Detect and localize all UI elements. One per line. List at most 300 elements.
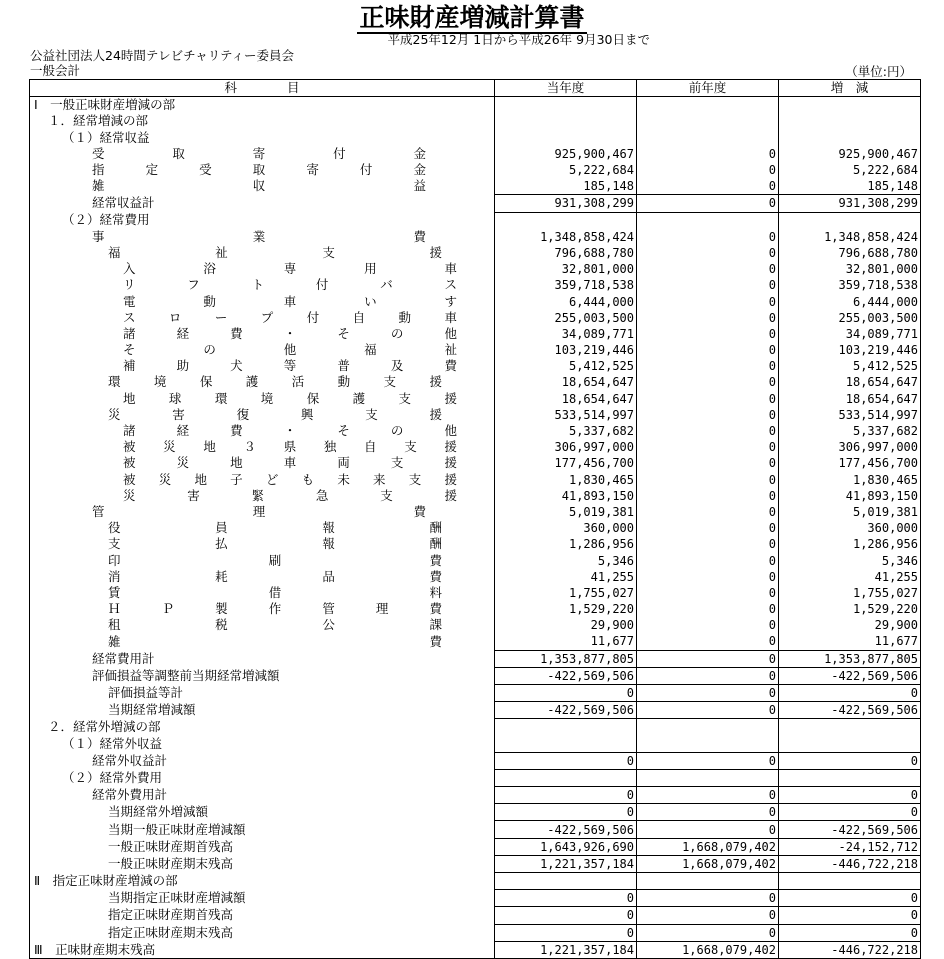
previous-year-value: 0	[637, 569, 779, 585]
row-label: 指 定 受 取 寄 付 金	[92, 162, 426, 178]
row-label-cell	[30, 326, 495, 342]
change-value: 0	[779, 924, 921, 941]
change-value: 0	[779, 752, 921, 769]
current-year-value: -422,569,506	[495, 702, 637, 719]
previous-year-value: 0	[637, 146, 779, 162]
previous-year-value: 0	[637, 804, 779, 821]
table-row	[30, 504, 921, 520]
row-label-cell	[30, 229, 495, 245]
current-year-value: 32,801,000	[495, 261, 637, 277]
current-year-value: 0	[495, 752, 637, 769]
previous-year-value: 0	[637, 261, 779, 277]
current-year-value: 6,444,000	[495, 293, 637, 309]
row-label: 当期指定正味財産増減額	[108, 890, 246, 906]
row-label-cell	[30, 787, 495, 804]
row-label: （２）経常費用	[62, 212, 150, 228]
table-row	[30, 787, 921, 804]
table-row	[30, 769, 921, 786]
change-value: 0	[779, 907, 921, 924]
change-value: 1,348,858,424	[779, 229, 921, 245]
previous-year-value: 0	[637, 391, 779, 407]
row-label: 事 業 費	[92, 228, 426, 244]
table-row	[30, 719, 921, 736]
previous-year-value: 0	[637, 633, 779, 650]
previous-year-value	[637, 97, 779, 114]
table-body	[30, 97, 921, 959]
current-year-value: 18,654,647	[495, 391, 637, 407]
previous-year-value: 0	[637, 924, 779, 941]
current-year-value: 0	[495, 787, 637, 804]
row-label-cell	[30, 667, 495, 684]
change-value	[779, 873, 921, 890]
row-label: 諸 経 費 ・ そ の 他	[123, 423, 457, 439]
current-year-value: 0	[495, 924, 637, 941]
row-label-cell	[30, 684, 495, 701]
row-label: 印 刷 費	[108, 552, 442, 568]
statement-table	[29, 79, 921, 959]
current-year-value: 1,286,956	[495, 536, 637, 552]
current-year-value: 0	[495, 684, 637, 701]
previous-year-value: 0	[637, 439, 779, 455]
change-value: -422,569,506	[779, 667, 921, 684]
row-label-cell	[30, 601, 495, 617]
row-label-cell	[30, 113, 495, 129]
row-label: そ の 他 福 祉	[123, 342, 457, 358]
change-value: 185,148	[779, 178, 921, 195]
previous-year-value: 0	[637, 472, 779, 488]
row-label: 評価損益等調整前当期経常増減額	[92, 667, 280, 683]
table-row	[30, 212, 921, 229]
change-value: 41,255	[779, 569, 921, 585]
change-value: 360,000	[779, 520, 921, 536]
row-label: Ｈ Ｐ 製 作 管 理 費	[108, 601, 442, 617]
table-row	[30, 162, 921, 178]
row-label: 一般正味財産期首残高	[108, 838, 234, 854]
change-value: 1,755,027	[779, 585, 921, 601]
table-row	[30, 130, 921, 146]
change-value: 5,412,525	[779, 358, 921, 374]
row-label-cell	[30, 277, 495, 293]
change-value: 18,654,647	[779, 374, 921, 390]
table-row	[30, 601, 921, 617]
previous-year-value: 0	[637, 293, 779, 309]
row-label: 雑 収 益	[92, 178, 426, 194]
change-value: -422,569,506	[779, 821, 921, 838]
change-value: 1,286,956	[779, 536, 921, 552]
row-label: 当期一般正味財産増減額	[108, 821, 246, 837]
current-year-value: 0	[495, 890, 637, 907]
current-year-value: 34,089,771	[495, 326, 637, 342]
current-year-value: 1,221,357,184	[495, 941, 637, 958]
row-label: 経常費用計	[92, 650, 155, 666]
current-year-value: 1,529,220	[495, 601, 637, 617]
row-label-cell	[30, 873, 495, 890]
change-value: 5,346	[779, 552, 921, 568]
previous-year-value	[637, 719, 779, 736]
row-label: 福 祉 支 援	[108, 244, 442, 260]
previous-year-value	[637, 769, 779, 786]
previous-year-value: 0	[637, 821, 779, 838]
row-label-cell	[30, 752, 495, 769]
row-label-cell	[30, 569, 495, 585]
row-label: 指定正味財産期末残高	[108, 924, 234, 940]
row-label: ス ロ ー プ 付 自 動 車	[123, 309, 457, 325]
previous-year-value: 0	[637, 277, 779, 293]
current-year-value: -422,569,506	[495, 821, 637, 838]
row-label: 当期経常増減額	[108, 702, 196, 718]
current-year-value: 185,148	[495, 178, 637, 195]
statement-title	[0, 3, 944, 33]
row-label-cell	[30, 130, 495, 146]
current-year-value	[495, 769, 637, 786]
row-label: Ⅲ 正味財産期末残高	[34, 941, 156, 957]
row-label-cell	[30, 769, 495, 786]
previous-year-value: 0	[637, 374, 779, 390]
table-row	[30, 342, 921, 358]
previous-year-value: 0	[637, 585, 779, 601]
table-row	[30, 873, 921, 890]
row-label: 評価損益等計	[108, 685, 184, 701]
account-name: 一般会計	[30, 63, 81, 78]
previous-year-value: 1,668,079,402	[637, 838, 779, 855]
row-label-cell	[30, 585, 495, 601]
change-value: 5,222,684	[779, 162, 921, 178]
row-label: ２．経常外増減の部	[48, 719, 161, 735]
row-label: 一般正味財産期末残高	[108, 855, 234, 871]
row-label: 被 災 地 車 両 支 援	[123, 455, 457, 471]
table-row	[30, 229, 921, 245]
row-label: 災 害 復 興 支 援	[108, 406, 442, 422]
previous-year-value: 1,668,079,402	[637, 855, 779, 872]
change-value: 29,900	[779, 617, 921, 633]
table-row	[30, 667, 921, 684]
change-value: 18,654,647	[779, 391, 921, 407]
row-label: Ⅱ 指定正味財産増減の部	[34, 873, 178, 889]
current-year-value: 925,900,467	[495, 146, 637, 162]
table-row	[30, 924, 921, 941]
organization-name: 公益社団法人24時間テレビチャリティー委員会	[30, 48, 295, 63]
current-year-value	[495, 873, 637, 890]
current-year-value	[495, 130, 637, 146]
table-row	[30, 146, 921, 162]
current-year-value: 0	[495, 907, 637, 924]
change-value: 1,353,877,805	[779, 650, 921, 667]
row-label-cell	[30, 472, 495, 488]
change-value: 32,801,000	[779, 261, 921, 277]
current-year-value	[495, 97, 637, 114]
change-value: 796,688,780	[779, 245, 921, 261]
change-value: 177,456,700	[779, 455, 921, 471]
current-year-value	[495, 113, 637, 129]
previous-year-value: 0	[637, 667, 779, 684]
previous-year-value: 0	[637, 520, 779, 536]
change-value	[779, 212, 921, 229]
row-label: （１）経常収益	[62, 129, 150, 145]
previous-year-value: 0	[637, 702, 779, 719]
current-year-value: 255,003,500	[495, 310, 637, 326]
current-year-value: 41,893,150	[495, 488, 637, 504]
previous-year-value: 0	[637, 890, 779, 907]
row-label-cell	[30, 520, 495, 536]
previous-year-value: 0	[637, 162, 779, 178]
column-header-change: 増 減	[779, 80, 921, 97]
row-label: リ フ ト 付 バ ス	[123, 277, 457, 293]
row-label: 被 災 地 子 ど も 未 来 支 援	[123, 471, 457, 487]
previous-year-value: 0	[637, 407, 779, 423]
row-label: 経常収益計	[92, 195, 155, 211]
row-label-cell	[30, 504, 495, 520]
row-label-cell	[30, 162, 495, 178]
table-row	[30, 536, 921, 552]
change-value: 5,019,381	[779, 504, 921, 520]
table-row	[30, 890, 921, 907]
table-row	[30, 245, 921, 261]
table-row	[30, 97, 921, 114]
row-label-cell	[30, 439, 495, 455]
row-label-cell	[30, 941, 495, 958]
row-label-cell	[30, 374, 495, 390]
row-label-cell	[30, 838, 495, 855]
table-row	[30, 113, 921, 129]
row-label-cell	[30, 455, 495, 471]
column-header-previous-year: 前年度	[637, 80, 779, 97]
change-value: -446,722,218	[779, 855, 921, 872]
row-label-cell	[30, 423, 495, 439]
current-year-value: 1,830,465	[495, 472, 637, 488]
previous-year-value: 0	[637, 617, 779, 633]
change-value: 0	[779, 804, 921, 821]
current-year-value: 5,346	[495, 552, 637, 568]
table-row	[30, 752, 921, 769]
table-row	[30, 472, 921, 488]
table-row	[30, 702, 921, 719]
change-value: 0	[779, 684, 921, 701]
table-row	[30, 804, 921, 821]
change-value: 6,444,000	[779, 293, 921, 309]
row-label: 環 境 保 護 活 動 支 援	[108, 374, 442, 390]
current-year-value: 18,654,647	[495, 374, 637, 390]
statement-period: 平成25年12月 1日から平成26年 9月30日まで	[387, 32, 650, 47]
table-row	[30, 650, 921, 667]
row-label-cell	[30, 293, 495, 309]
row-label: （２）経常外費用	[62, 769, 163, 785]
previous-year-value	[637, 113, 779, 129]
row-label-cell	[30, 552, 495, 568]
table-row	[30, 617, 921, 633]
row-label-cell	[30, 804, 495, 821]
row-label-cell	[30, 855, 495, 872]
unit-label: （単位:円）	[845, 64, 912, 79]
row-label-cell	[30, 821, 495, 838]
current-year-value: 29,900	[495, 617, 637, 633]
current-year-value: 1,755,027	[495, 585, 637, 601]
row-label: 雑 費	[108, 633, 442, 649]
current-year-value: 5,412,525	[495, 358, 637, 374]
row-label-cell	[30, 358, 495, 374]
current-year-value: 11,677	[495, 633, 637, 650]
current-year-value: 1,348,858,424	[495, 229, 637, 245]
change-value	[779, 97, 921, 114]
table-row	[30, 391, 921, 407]
previous-year-value: 0	[637, 310, 779, 326]
table-row	[30, 684, 921, 701]
current-year-value	[495, 719, 637, 736]
table-row	[30, 941, 921, 958]
table-row	[30, 277, 921, 293]
previous-year-value: 0	[637, 455, 779, 471]
current-year-value	[495, 736, 637, 753]
previous-year-value: 0	[637, 650, 779, 667]
row-label: 電 動 車 い す	[123, 293, 457, 309]
previous-year-value: 0	[637, 195, 779, 212]
row-label: 指定正味財産期首残高	[108, 907, 234, 923]
row-label: 補 助 犬 等 普 及 費	[123, 358, 457, 374]
previous-year-value: 0	[637, 229, 779, 245]
change-value	[779, 769, 921, 786]
table-row	[30, 195, 921, 212]
row-label-cell	[30, 146, 495, 162]
row-label-cell	[30, 407, 495, 423]
table-row	[30, 358, 921, 374]
change-value: 306,997,000	[779, 439, 921, 455]
table-row	[30, 455, 921, 471]
row-label-cell	[30, 212, 495, 229]
row-label-cell	[30, 178, 495, 195]
current-year-value: 5,222,684	[495, 162, 637, 178]
row-label-cell	[30, 924, 495, 941]
table-row	[30, 407, 921, 423]
change-value: 103,219,446	[779, 342, 921, 358]
change-value: 255,003,500	[779, 310, 921, 326]
current-year-value: 5,019,381	[495, 504, 637, 520]
row-label: 諸 経 費 ・ そ の 他	[123, 325, 457, 341]
row-label: 経常外収益計	[92, 752, 168, 768]
previous-year-value: 0	[637, 907, 779, 924]
change-value: -24,152,712	[779, 838, 921, 855]
table-row	[30, 569, 921, 585]
row-label-cell	[30, 245, 495, 261]
current-year-value: 359,718,538	[495, 277, 637, 293]
previous-year-value: 0	[637, 326, 779, 342]
table-header-row	[30, 80, 921, 97]
row-label: 入 浴 専 用 車	[123, 261, 457, 277]
table-row	[30, 178, 921, 195]
current-year-value: 5,337,682	[495, 423, 637, 439]
previous-year-value: 0	[637, 342, 779, 358]
previous-year-value: 0	[637, 552, 779, 568]
column-header-item: 科 目	[30, 80, 495, 97]
change-value: 1,529,220	[779, 601, 921, 617]
current-year-value: 1,353,877,805	[495, 650, 637, 667]
change-value: 11,677	[779, 633, 921, 650]
current-year-value: 306,997,000	[495, 439, 637, 455]
row-label: 消 耗 品 費	[108, 568, 442, 584]
table-row	[30, 821, 921, 838]
row-label-cell	[30, 97, 495, 114]
previous-year-value: 1,668,079,402	[637, 941, 779, 958]
change-value: 931,308,299	[779, 195, 921, 212]
statement-title-text: 正味財産増減計算書	[359, 3, 585, 32]
row-label: Ⅰ 一般正味財産増減の部	[34, 97, 176, 113]
current-year-value: 41,255	[495, 569, 637, 585]
row-label: 地 球 環 境 保 護 支 援	[123, 390, 457, 406]
change-value: 34,089,771	[779, 326, 921, 342]
current-year-value: 360,000	[495, 520, 637, 536]
row-label-cell	[30, 391, 495, 407]
change-value: -446,722,218	[779, 941, 921, 958]
previous-year-value: 0	[637, 488, 779, 504]
row-label: １．経常増減の部	[48, 113, 149, 129]
table-row	[30, 907, 921, 924]
previous-year-value: 0	[637, 245, 779, 261]
table-row	[30, 374, 921, 390]
row-label-cell	[30, 907, 495, 924]
row-label: 被 災 地 ３ 県 独 自 支 援	[123, 439, 457, 455]
change-value: -422,569,506	[779, 702, 921, 719]
previous-year-value	[637, 130, 779, 146]
change-value	[779, 130, 921, 146]
previous-year-value	[637, 736, 779, 753]
row-label: 管 理 費	[92, 503, 426, 519]
table-row	[30, 552, 921, 568]
current-year-value: -422,569,506	[495, 667, 637, 684]
current-year-value: 0	[495, 804, 637, 821]
row-label-cell	[30, 890, 495, 907]
row-label-cell	[30, 261, 495, 277]
change-value	[779, 736, 921, 753]
previous-year-value: 0	[637, 684, 779, 701]
change-value: 359,718,538	[779, 277, 921, 293]
table-row	[30, 310, 921, 326]
previous-year-value	[637, 873, 779, 890]
row-label-cell	[30, 536, 495, 552]
change-value	[779, 113, 921, 129]
row-label: 経常外費用計	[92, 787, 168, 803]
row-label-cell	[30, 488, 495, 504]
previous-year-value: 0	[637, 536, 779, 552]
table-row	[30, 423, 921, 439]
table-row	[30, 585, 921, 601]
column-header-current-year: 当年度	[495, 80, 637, 97]
previous-year-value: 0	[637, 358, 779, 374]
change-value: 0	[779, 787, 921, 804]
table-row	[30, 838, 921, 855]
row-label: 役 員 報 酬	[108, 520, 442, 536]
table-row	[30, 439, 921, 455]
table-row	[30, 633, 921, 650]
current-year-value: 1,221,357,184	[495, 855, 637, 872]
change-value: 1,830,465	[779, 472, 921, 488]
change-value: 533,514,997	[779, 407, 921, 423]
current-year-value: 1,643,926,690	[495, 838, 637, 855]
current-year-value: 796,688,780	[495, 245, 637, 261]
table-row	[30, 736, 921, 753]
current-year-value: 533,514,997	[495, 407, 637, 423]
current-year-value: 103,219,446	[495, 342, 637, 358]
change-value	[779, 719, 921, 736]
row-label-cell	[30, 617, 495, 633]
row-label: 災 害 緊 急 支 援	[123, 487, 457, 503]
row-label: 賃 借 料	[108, 584, 442, 600]
previous-year-value: 0	[637, 787, 779, 804]
table-row	[30, 855, 921, 872]
row-label: （１）経常外収益	[62, 735, 163, 751]
row-label: 受 取 寄 付 金	[92, 145, 426, 161]
row-label: 支 払 報 酬	[108, 536, 442, 552]
table-row	[30, 326, 921, 342]
row-label-cell	[30, 633, 495, 650]
row-label: 当期経常外増減額	[108, 804, 209, 820]
